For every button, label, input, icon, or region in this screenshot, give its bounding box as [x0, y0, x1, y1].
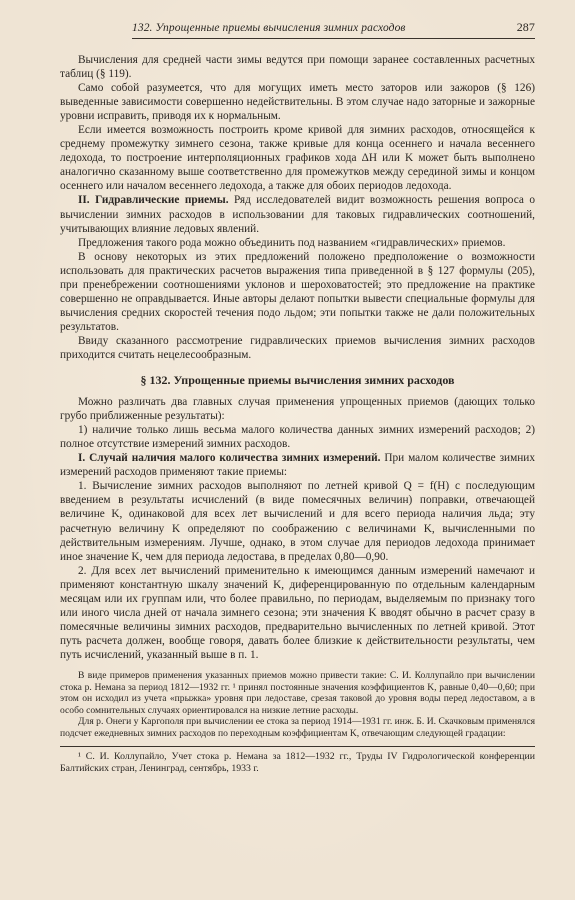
main-text: [60, 53, 535, 775]
case1-text: При малом количестве зимних измерений расходов применяют такие приемы:: [60, 452, 535, 479]
paragraph-hydraulic: [60, 193, 535, 235]
paragraph: Предложения такого рода можно объединить под названием «гидравлических» приемов.: [78, 236, 506, 249]
paragraph: 1. Вычисление зимних расходов выполняют по летней кривой Q = f(H) с последующим введением в результаты исчислений (в виде помесячных величин) поправки, отвечающей величине K, одинаковой для всех лет вычислений и для всего периода наличия льда; эту расчетную величину K определяют по соображению с величинами K, вычисленными по действительным измерениям. Лучше, однако, в этом случае для периодов ледохода принимает иное значение K, чем для периода ледостава, в пределах 0,80—0,90.: [60, 480, 535, 563]
lead-case1: I. Случай наличия малого количества зимних измерений.: [78, 452, 381, 465]
small-paragraph: Для р. Онеги у Каргополя при вычислении ее стока за период 1914—1931 гг. инж. Б. И. Скачковым применялся подсчет ежедневных зимних расходов по переходным коэффициентам K, отвечающим следующей градации:: [60, 716, 535, 739]
section-title: § 132. Упрощенные приемы вычисления зимних расходов: [140, 373, 455, 388]
paragraph: Вычисления для средней части зимы ведутся при помощи заранее составленных расчетных таблиц (§ 119).: [60, 54, 535, 81]
lead-hydraulic: II. Гидравлические приемы.: [78, 194, 229, 207]
running-head: [132, 20, 535, 39]
paragraph-case1: [60, 451, 535, 479]
small-paragraph: В виде примеров применения указанных приемов можно привести такие: С. И. Коллупайло при вычислении стока р. Немана за период 1812—1932 гг. ¹ принял постоянные значения коэффициентов K, равные 0,40—0,60; при этом он исходил из учета «прыжка» уровня при ледоставе, срезая таковой до уровня воды перед ледоставом, а в особо сомнительных случаях ориентировался на низкие летние расходы.: [60, 669, 535, 716]
footnote: ¹ С. И. Коллупайло, Учет стока р. Немана за 1812—1932 гг., Труды IV Гидрологической конференции Балтийских стран, Ленинград, сентябрь, 1933 г.: [60, 750, 535, 774]
paragraph: 2. Для всех лет вычислений применительно к имеющимся данным измерений намечают и применяют константную шкалу значений K, диференцированную по отдельным календарным месяцам или их группам или, что более правильно, по периодам, выделяемым по признаку того или иного числа дней от начала зимнего сезона; эти значения K вводят обычно в расчет сразу в помесячные величины зимних расходов, предварительно вычисленных по летней кривой. Этот путь расчета должен, вообще говоря, давать более близкие к действительности результаты, чем путь исчислений, указанный выше в п. 1.: [60, 564, 535, 661]
page-number: 287: [516, 20, 535, 34]
paragraph: Можно различать два главных случая применения упрощенных приемов (дающих только грубо приближенные результаты):: [60, 396, 535, 423]
paragraph: Само собой разумеется, что для могущих иметь место заторов или зажоров (§ 126) выведенные зависимости совершенно недействительны. В этом случае надо заторные и зажорные уровни исправить, приводя их к нормальным.: [60, 82, 535, 123]
paragraph: Ввиду сказанного рассмотрение гидравлических приемов вычисления зимних расходов приходится считать нецелесообразным.: [60, 334, 535, 361]
small-print: [60, 670, 535, 740]
footnote-rule: [60, 746, 535, 747]
paragraph: 1) наличие только лишь весьма малого количества данных зимних измерений расходов; 2) полное отсутствие измерений зимних расходов.: [60, 424, 535, 451]
hydraulic-text: Ряд исследователей видит возможность решения вопроса о вычислении зимних расходов в использовании для таковых гидравлических соотношений, учитывающих влияние ледовых явлений.: [60, 194, 535, 235]
paragraph: В основу некоторых из этих предложений положено предположение о возможности использовать для практических расчетов выражения типа приведенной в § 127 формулы (205), при пренебрежении соотношениями уклонов и шероховатостей; это предложение на практике совершенно не оправдывается. Иные авторы делают попытки вывести специальные формулы для вычисления средних скоростей течения подо льдом; эти попытки также не дали положительных результатов.: [60, 250, 535, 333]
running-title: 132. Упрощенные приемы вычисления зимних расходов: [132, 22, 406, 34]
paragraph: Если имеется возможность построить кроме кривой для зимних расходов, относящейся к среднему промежутку зимнего сезона, также кривые для конца осеннего и начала весеннего ледохода, то построение интерполяционных графиков хода ΔH или K может быть выполнено аналогично сказанному выше соответственно для промежутков между серединой зимы и концом осеннего или началом весеннего ледохода, а также для обоих периодов ледохода.: [60, 124, 535, 193]
